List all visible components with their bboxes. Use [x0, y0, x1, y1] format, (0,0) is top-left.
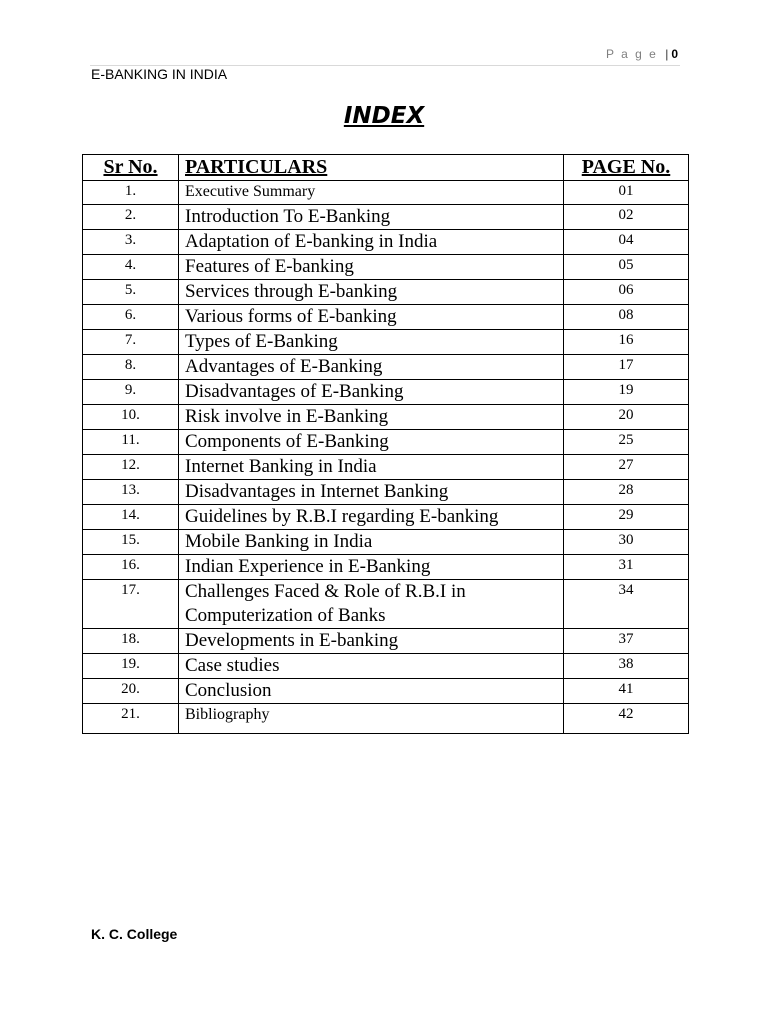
particular-cell: Internet Banking in India	[179, 455, 564, 480]
page-cell: 02	[564, 205, 689, 230]
table-row	[83, 405, 689, 430]
table-row	[83, 455, 689, 480]
particular-cell: Mobile Banking in India	[179, 530, 564, 555]
particular-cell: Conclusion	[179, 679, 564, 704]
table-row	[83, 430, 689, 455]
page-cell: 28	[564, 480, 689, 505]
table-header-row	[83, 155, 689, 181]
page-cell: 42	[564, 704, 689, 734]
table-row	[83, 679, 689, 704]
particular-cell	[179, 580, 564, 629]
page-number-label	[606, 47, 678, 61]
particular-cell: Disadvantages in Internet Banking	[179, 480, 564, 505]
page-cell: 06	[564, 280, 689, 305]
particular-cell: Introduction To E-Banking	[179, 205, 564, 230]
page-cell: 29	[564, 505, 689, 530]
particular-cell: Bibliography	[179, 704, 564, 734]
page-cell: 41	[564, 679, 689, 704]
particular-cell: Disadvantages of E-Banking	[179, 380, 564, 405]
page-number: 0	[671, 47, 678, 61]
page-cell: 38	[564, 654, 689, 679]
particular-cell: Case studies	[179, 654, 564, 679]
table-row	[83, 530, 689, 555]
sr-cell: 18.	[83, 629, 179, 654]
particular-cell: Executive Summary	[179, 181, 564, 205]
particular-cell: Risk involve in E-Banking	[179, 405, 564, 430]
particular-cell: Advantages of E-Banking	[179, 355, 564, 380]
index-title: INDEX	[343, 103, 425, 129]
sr-cell: 15.	[83, 530, 179, 555]
table-row	[83, 255, 689, 280]
sr-cell: 5.	[83, 280, 179, 305]
page-separator: |	[665, 47, 669, 61]
table-row	[83, 704, 689, 734]
sr-cell: 11.	[83, 430, 179, 455]
page-cell: 04	[564, 230, 689, 255]
table-row	[83, 205, 689, 230]
sr-cell: 16.	[83, 555, 179, 580]
table-row	[83, 305, 689, 330]
particular-cell: Adaptation of E-banking in India	[179, 230, 564, 255]
page-cell: 05	[564, 255, 689, 280]
table-row	[83, 555, 689, 580]
sr-cell: 19.	[83, 654, 179, 679]
particular-cell: Developments in E-banking	[179, 629, 564, 654]
particular-cell: Features of E-banking	[179, 255, 564, 280]
page-cell: 08	[564, 305, 689, 330]
page-cell: 25	[564, 430, 689, 455]
sr-cell: 14.	[83, 505, 179, 530]
sr-cell: 10.	[83, 405, 179, 430]
sr-cell: 3.	[83, 230, 179, 255]
particular-cell: Guidelines by R.B.I regarding E-banking	[179, 505, 564, 530]
table-row	[83, 355, 689, 380]
table-row	[83, 280, 689, 305]
sr-cell: 2.	[83, 205, 179, 230]
particular-cell: Various forms of E-banking	[179, 305, 564, 330]
sr-cell: 1.	[83, 181, 179, 205]
table-row	[83, 480, 689, 505]
sr-cell: 9.	[83, 380, 179, 405]
table-row	[83, 505, 689, 530]
sr-cell: 7.	[83, 330, 179, 355]
sr-cell: 13.	[83, 480, 179, 505]
sr-cell: 8.	[83, 355, 179, 380]
page-cell: 37	[564, 629, 689, 654]
particular-line-1: Challenges Faced & Role of R.B.I in	[185, 581, 466, 603]
index-table	[82, 154, 689, 734]
footer-college-name: K. C. College	[91, 926, 178, 942]
document-title: E-BANKING IN INDIA	[91, 66, 228, 82]
page-cell: 01	[564, 181, 689, 205]
particular-cell: Services through E-banking	[179, 280, 564, 305]
sr-cell: 4.	[83, 255, 179, 280]
page-cell: 31	[564, 555, 689, 580]
table-row	[83, 230, 689, 255]
table-row	[83, 181, 689, 205]
particular-cell: Components of E-Banking	[179, 430, 564, 455]
page-cell: 16	[564, 330, 689, 355]
particular-cell: Types of E-Banking	[179, 330, 564, 355]
sr-cell: 6.	[83, 305, 179, 330]
page-cell: 20	[564, 405, 689, 430]
table-row	[83, 629, 689, 654]
table-row	[83, 380, 689, 405]
particular-line-2: Computerization of Banks	[185, 605, 386, 627]
page-label-text: P a g e	[606, 47, 658, 61]
page-cell: 34	[564, 580, 689, 629]
page-cell: 17	[564, 355, 689, 380]
header-page-no: PAGE No.	[564, 155, 689, 181]
table-row	[83, 654, 689, 679]
header-sr-no: Sr No.	[83, 155, 179, 181]
page-cell: 19	[564, 380, 689, 405]
table-row	[83, 580, 689, 629]
page-cell: 27	[564, 455, 689, 480]
sr-cell: 20.	[83, 679, 179, 704]
sr-cell: 17.	[83, 580, 179, 629]
sr-cell: 12.	[83, 455, 179, 480]
particular-cell: Indian Experience in E-Banking	[179, 555, 564, 580]
sr-cell: 21.	[83, 704, 179, 734]
header-particulars: PARTICULARS	[179, 155, 564, 181]
table-row	[83, 330, 689, 355]
page-cell: 30	[564, 530, 689, 555]
